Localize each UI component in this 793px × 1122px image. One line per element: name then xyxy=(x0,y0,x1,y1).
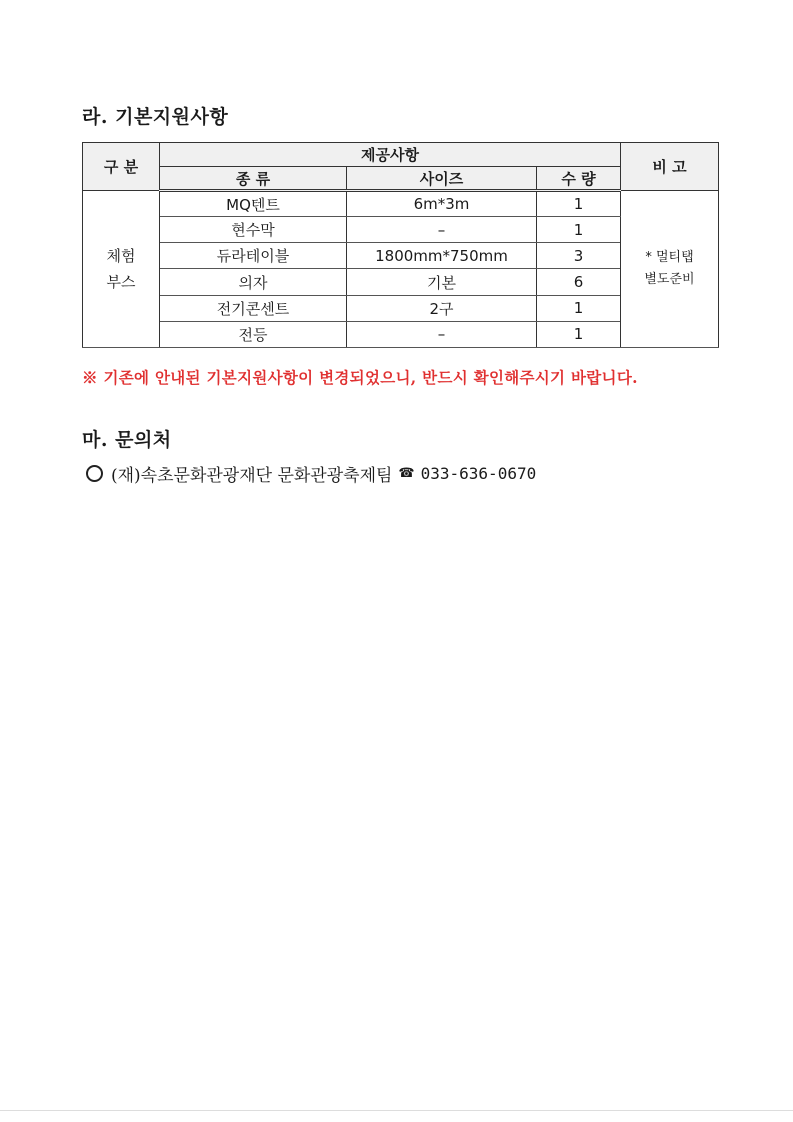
cell-qty: 1 xyxy=(537,217,621,243)
header-note: 비 고 xyxy=(621,143,719,191)
cell-size: – xyxy=(347,321,537,347)
cell-type: 전등 xyxy=(160,321,347,347)
cell-type: MQ텐트 xyxy=(160,191,347,217)
cell-size: 기본 xyxy=(347,269,537,295)
header-size: 사이즈 xyxy=(347,167,537,191)
note-cell xyxy=(621,191,719,348)
cell-qty: 6 xyxy=(537,269,621,295)
header-provided: 제공사항 xyxy=(160,143,621,167)
phone-icon: ☎ xyxy=(398,466,415,481)
category-line: 부스 xyxy=(106,273,136,291)
header-category: 구 분 xyxy=(83,143,160,191)
cell-size: 2구 xyxy=(347,295,537,321)
contact-line xyxy=(86,461,536,486)
note-line: 별도준비 xyxy=(644,272,695,287)
category-cell xyxy=(83,191,160,348)
cell-size: 6m*3m xyxy=(347,191,537,217)
cell-type: 듀라테이블 xyxy=(160,243,347,269)
table-row xyxy=(83,191,719,217)
circle-bullet-icon xyxy=(86,465,103,482)
contact-org: (재)속초문화관광재단 문화관광축제팀 xyxy=(111,466,393,486)
change-notice: ※ 기존에 안내된 기본지원사항이 변경되었으니, 반드시 확인해주시기 바랍니다. xyxy=(82,368,638,387)
section-title-contact: 마. 문의처 xyxy=(82,429,172,451)
cell-type: 의자 xyxy=(160,269,347,295)
contact-phone: 033-636-0670 xyxy=(420,464,537,483)
note-line: * 멀티탭 xyxy=(645,250,694,265)
section-title-basic-support: 라. 기본지원사항 xyxy=(82,106,229,128)
page-bottom-line xyxy=(0,1110,793,1111)
header-type: 종 류 xyxy=(160,167,347,191)
basic-support-table xyxy=(82,142,719,348)
cell-qty: 3 xyxy=(537,243,621,269)
cell-type: 전기콘센트 xyxy=(160,295,347,321)
cell-size: 1800mm*750mm xyxy=(347,243,537,269)
cell-qty: 1 xyxy=(537,321,621,347)
cell-qty: 1 xyxy=(537,191,621,217)
cell-type: 현수막 xyxy=(160,217,347,243)
category-line: 체험 xyxy=(106,247,136,265)
cell-size: – xyxy=(347,217,537,243)
header-qty: 수 량 xyxy=(537,167,621,191)
cell-qty: 1 xyxy=(537,295,621,321)
